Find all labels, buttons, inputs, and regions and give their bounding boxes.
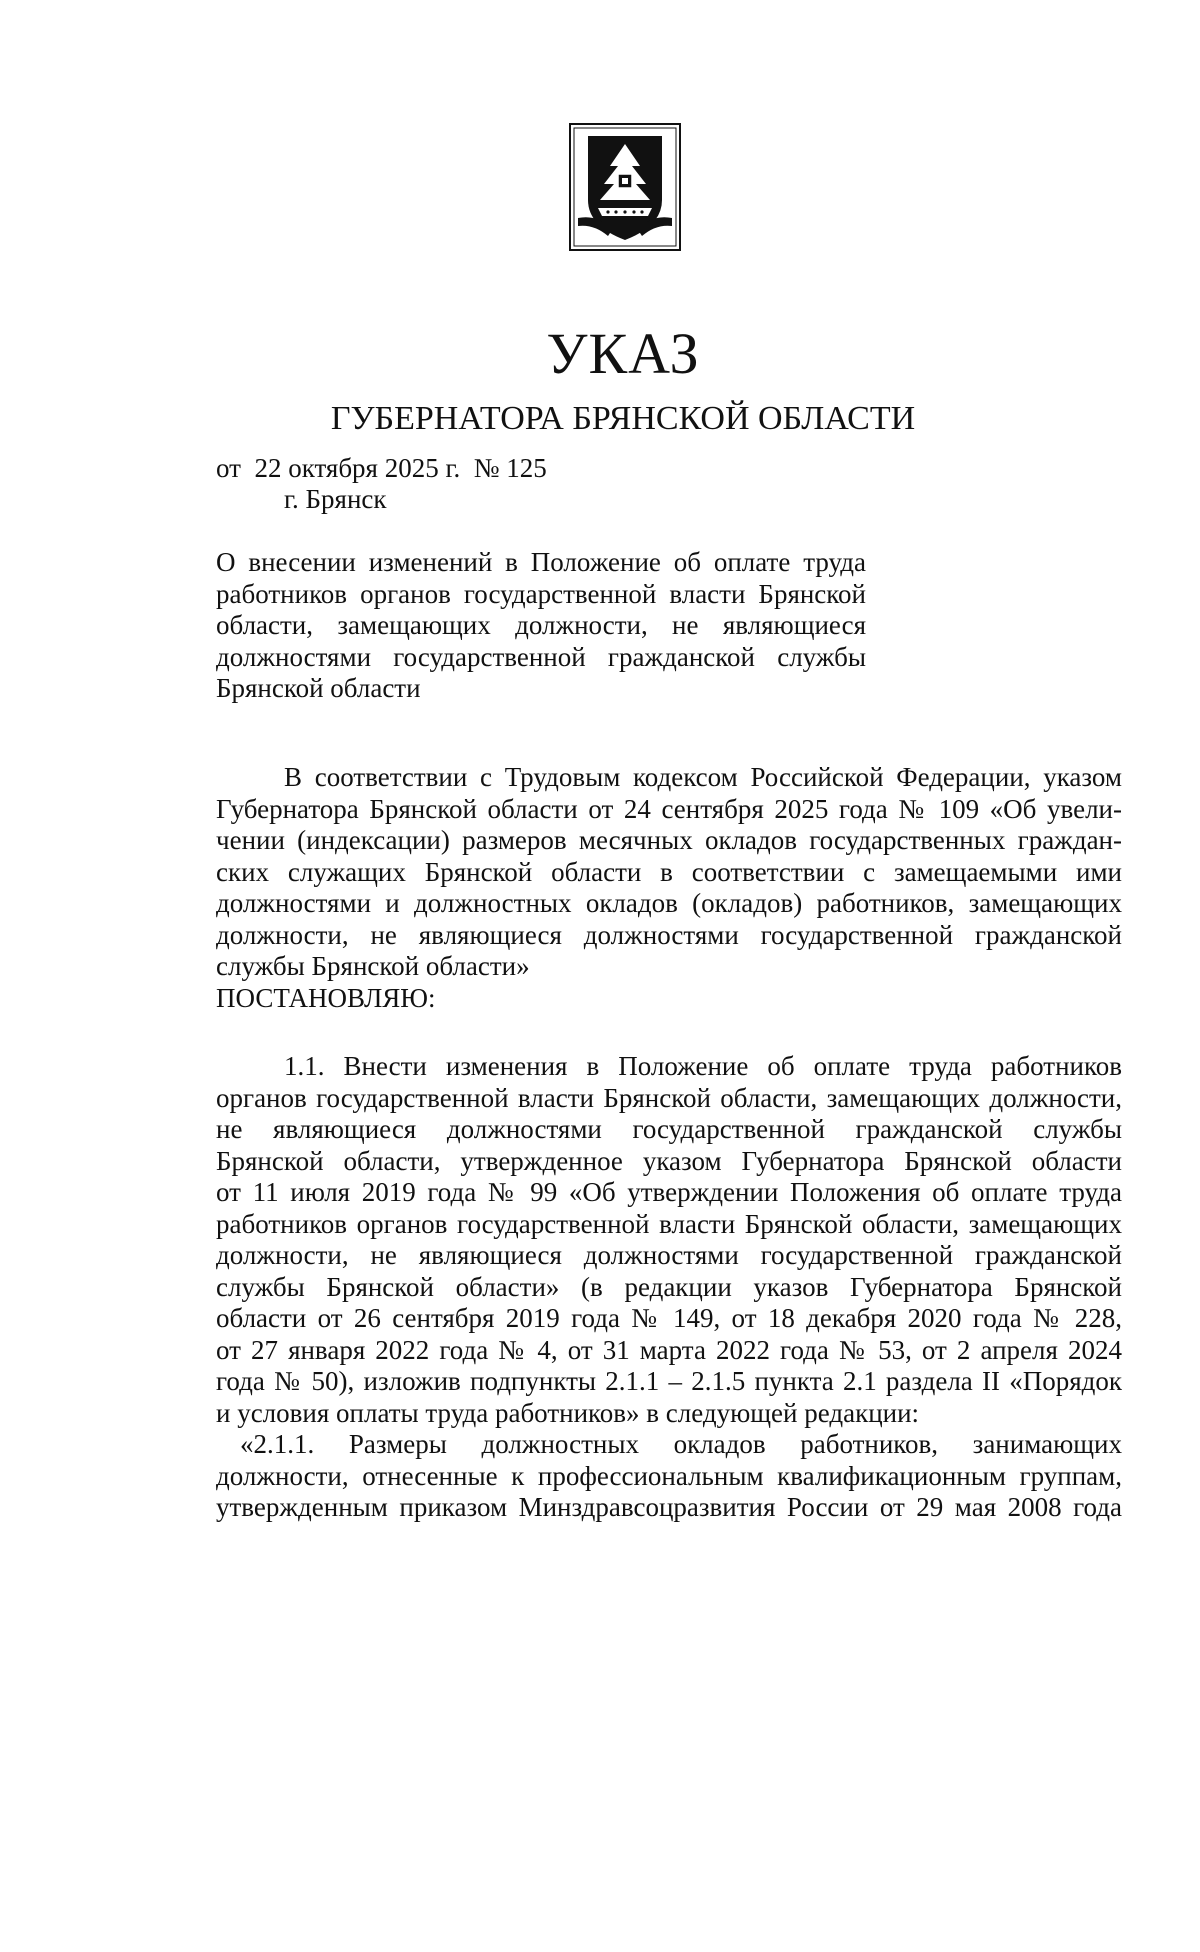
preamble-line: службы Брянской области» — [216, 951, 530, 981]
heading-line: области, замещающих должности, не являющиеся — [216, 610, 866, 640]
coat-of-arms-icon — [568, 122, 682, 252]
heading-line: должностями государственной гражданской службы — [216, 641, 866, 672]
preamble-line: должностями и должностных окладов (окладов) работников, замещающих — [216, 888, 1122, 918]
heading-line: Брянской области — [216, 673, 421, 703]
preamble-line: чении (индексации) размеров месячных окладов государственных граждан- — [216, 825, 1122, 855]
item-line: 1.1. Внести изменения в Положение об оплате труда работников — [284, 1051, 1122, 1081]
item-line: работников органов государственной власти Брянской области, замещающих — [216, 1208, 1122, 1239]
item-line: службы Брянской области» (в редакции указов Губернатора Брянской — [216, 1271, 1122, 1302]
item-line: органов государственной власти Брянской области, замещающих должности, — [216, 1082, 1122, 1113]
document-subtitle: ГУБЕРНАТОРА БРЯНСКОЙ ОБЛАСТИ — [330, 400, 916, 437]
item-line: области от 26 сентября 2019 года № 149, от 18 декабря 2020 года № 228, — [216, 1303, 1122, 1333]
quote-line: должности, отнесенные к профессиональным квалификационным группам, — [216, 1460, 1122, 1491]
quote-line: «2.1.1. Размеры должностных окладов работников, занимающих — [240, 1429, 1122, 1459]
document-body — [216, 762, 1122, 1524]
decree-word: ПОСТАНОВЛЯЮ: — [216, 982, 436, 1013]
coat-of-arms-emblem — [568, 122, 682, 252]
document-date-number: от 22 октября 2025 г. № 125 — [216, 453, 547, 483]
heading-line: О внесении изменений в Положение об оплате труда — [216, 547, 866, 577]
document-title: УКАЗ — [546, 321, 700, 386]
item-line: Брянской области, утвержденное указом Губернатора Брянской области — [216, 1145, 1122, 1176]
preamble-line: ских служащих Брянской области в соответствии с замещаемыми ими — [216, 856, 1122, 887]
item-line: от 11 июля 2019 года № 99 «Об утверждении Положения об оплате труда — [216, 1177, 1122, 1207]
document-heading — [216, 547, 866, 705]
heading-line: работников органов государственной власти Брянской — [216, 578, 866, 609]
item-line: должности, не являющиеся должностями государственной гражданской — [216, 1240, 1122, 1270]
document-city: г. Брянск — [284, 484, 387, 514]
item-line: от 27 января 2022 года № 4, от 31 марта 2022 года № 53, от 2 апреля 2024 — [216, 1334, 1122, 1365]
preamble-line: должности, не являющиеся должностями государственной гражданской — [216, 919, 1122, 950]
item-line: не являющиеся должностями государственной гражданской службы — [216, 1114, 1122, 1144]
item-line: и условия оплаты труда работников» в следующей редакции: — [216, 1397, 920, 1428]
item-line: года № 50), изложив подпункты 2.1.1 – 2.1.5 пункта 2.1 раздела II «Порядок — [216, 1366, 1122, 1396]
preamble-line: Губернатора Брянской области от 24 сентября 2025 года № 109 «Об увели- — [216, 793, 1122, 824]
quote-line: утвержденным приказом Минздравсоцразвития России от 29 мая 2008 года — [216, 1492, 1122, 1522]
preamble-line: В соответствии с Трудовым кодексом Российской Федерации, указом — [284, 762, 1122, 792]
paragraph-gap — [216, 1014, 1122, 1051]
